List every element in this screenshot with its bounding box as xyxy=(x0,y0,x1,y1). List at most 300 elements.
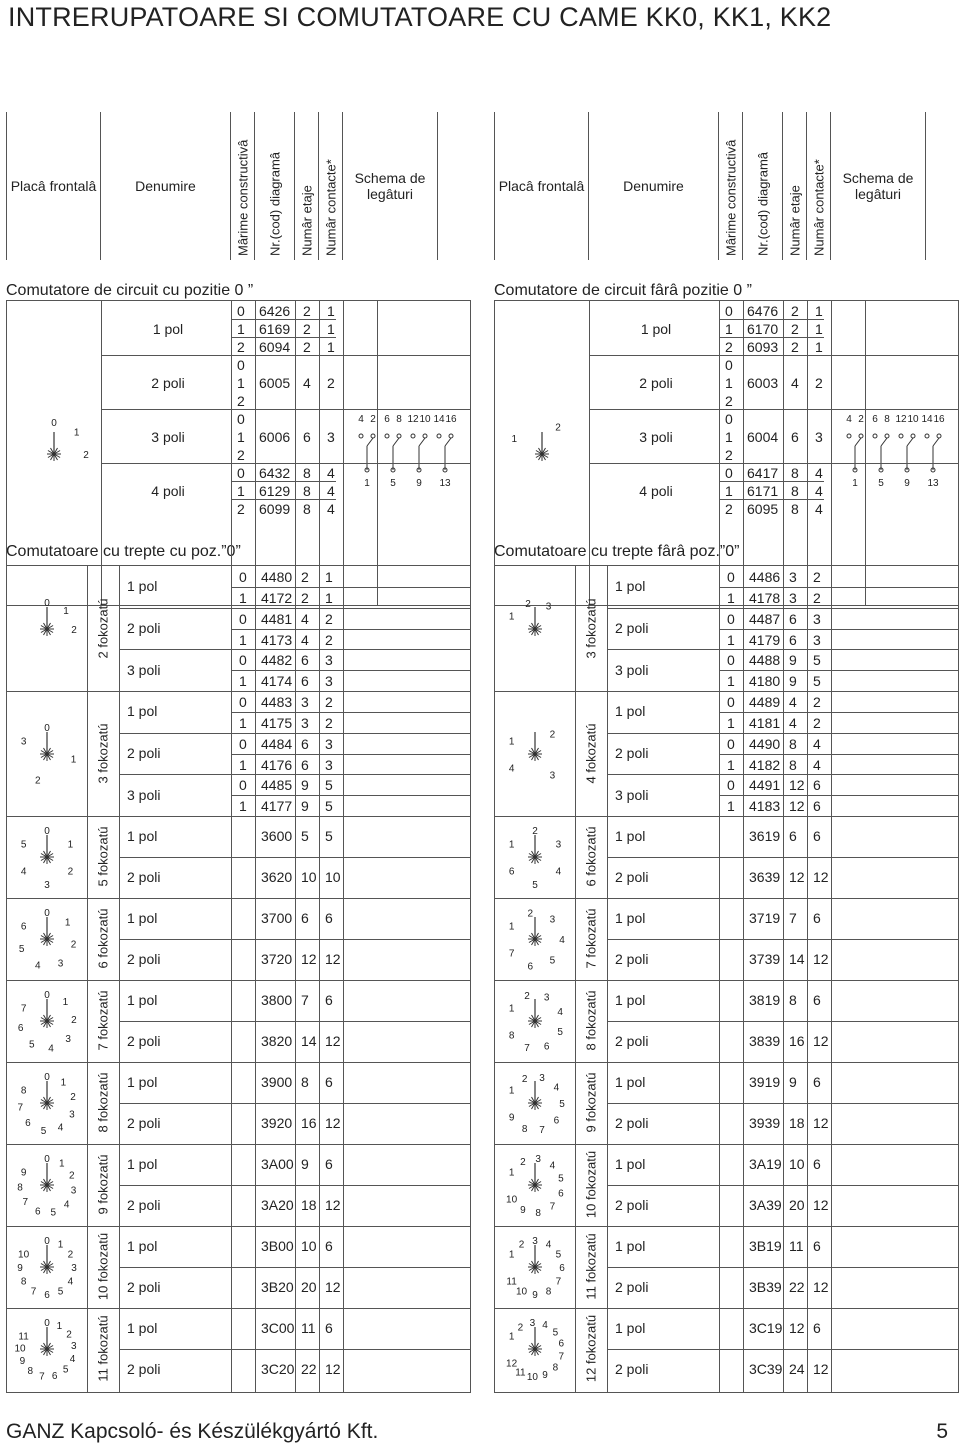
size-value: 1 xyxy=(237,321,245,337)
pole-name: 3 poli xyxy=(127,786,161,803)
page-number: 5 xyxy=(936,1420,948,1443)
dial-position-label: 6 xyxy=(559,1263,565,1274)
diagram-code: 6004 xyxy=(747,429,779,445)
dial-position-label: 2 xyxy=(70,1092,76,1104)
size-value: 0 xyxy=(237,465,245,481)
dial-position-label: 1 xyxy=(56,1321,63,1333)
dial-position-label: 2 xyxy=(67,1249,74,1261)
dial-position-label: 4 xyxy=(48,1043,54,1055)
diagram-code: 3620 xyxy=(261,869,293,885)
stages-count: 6 xyxy=(789,828,797,844)
stages-count: 6 xyxy=(301,673,309,690)
stages-count: 12 xyxy=(789,869,805,885)
dial-position-label: 5 xyxy=(559,1099,565,1110)
stages-count: 4 xyxy=(301,631,309,648)
schema-bottom-label: 1 xyxy=(364,478,370,489)
dial-position-label: 4 xyxy=(549,1160,556,1172)
contacts-count: 2 xyxy=(325,714,333,731)
stages-count: 22 xyxy=(789,1279,805,1295)
schema-bottom-label: 9 xyxy=(416,478,422,489)
group-divider xyxy=(101,463,470,464)
block-divider xyxy=(495,816,958,817)
diagram-code: 3639 xyxy=(749,869,781,885)
row-divider xyxy=(719,337,824,338)
diagram-code: 3900 xyxy=(261,1074,293,1090)
footer-company: GANZ Kapcsoló- és Készülékgyártó Kft. xyxy=(6,1420,379,1443)
diagram-code: 6476 xyxy=(747,303,779,319)
group-name: 2 poli xyxy=(151,375,185,391)
table-column-line xyxy=(719,301,720,605)
stages-count: 12 xyxy=(789,1320,805,1336)
block-divider xyxy=(495,1144,958,1145)
group-divider xyxy=(589,463,958,464)
dial-position-label: 2 xyxy=(527,908,534,920)
row-divider xyxy=(607,608,958,609)
dial-position-label: 2 xyxy=(67,866,74,878)
stages-count: 8 xyxy=(303,465,311,481)
row-divider xyxy=(607,857,958,858)
diagram-code: 3C20 xyxy=(261,1361,295,1377)
stages-count: 6 xyxy=(303,429,311,445)
diagram-code: 4483 xyxy=(261,694,293,710)
diagram-code: 4486 xyxy=(749,569,781,585)
contacts-count: 3 xyxy=(325,735,333,752)
diagram-code: 3719 xyxy=(749,910,781,926)
row-divider xyxy=(719,587,958,588)
contacts-count: 6 xyxy=(813,1238,821,1254)
contacts-count: 4 xyxy=(327,501,335,517)
dial-position-label: 10 xyxy=(515,1286,528,1298)
stages-count: 16 xyxy=(301,1115,317,1131)
contacts-count: 3 xyxy=(813,610,821,627)
pole-name: 1 pol xyxy=(127,1074,158,1090)
contact-arm xyxy=(445,438,451,446)
dial-diagram xyxy=(12,819,82,895)
diagram-code: 3600 xyxy=(261,828,293,844)
block-divider xyxy=(7,1226,470,1227)
row-divider xyxy=(119,774,470,775)
steps-label: 11 fokozatú xyxy=(95,1315,111,1382)
schema-bottom-label: 5 xyxy=(390,478,396,489)
pole-name: 1 pol xyxy=(615,1320,646,1336)
row-divider xyxy=(719,712,958,713)
size-value: 0 xyxy=(237,357,245,373)
dial-position-label: 5 xyxy=(552,1327,559,1339)
dial-diagram xyxy=(14,414,94,494)
stages-count: 8 xyxy=(789,756,797,773)
stages-count: 9 xyxy=(301,777,309,794)
stages-count: 4 xyxy=(789,714,797,731)
dial-position-label: 5 xyxy=(555,1249,562,1261)
contact-point xyxy=(437,434,441,438)
dial-position-label: 1 xyxy=(62,997,69,1009)
steps-label: 3 fokozatú xyxy=(95,723,111,783)
stages-count: 8 xyxy=(301,1074,309,1090)
dial-position-label: 9 xyxy=(19,1356,26,1368)
contact-point xyxy=(911,434,915,438)
size-value: 0 xyxy=(725,465,733,481)
stages-count: 18 xyxy=(789,1115,805,1131)
contacts-count: 5 xyxy=(813,673,821,690)
contacts-count: 4 xyxy=(813,756,821,773)
dial-position-label: 3 xyxy=(20,736,27,747)
pole-name: 3 poli xyxy=(615,786,649,803)
dial-position-label: 1 xyxy=(508,921,515,933)
contacts-count: 1 xyxy=(815,321,823,337)
table-column-line xyxy=(295,301,296,605)
row-divider xyxy=(231,337,336,338)
row-divider xyxy=(719,481,824,482)
row-divider xyxy=(719,670,958,671)
stages-count: 6 xyxy=(301,756,309,773)
stages-count: 14 xyxy=(301,1033,317,1049)
row-divider xyxy=(719,629,958,630)
stages-count: 9 xyxy=(301,798,309,815)
size-value: 1 xyxy=(239,631,247,648)
stages-count: 4 xyxy=(791,375,799,391)
contacts-count: 6 xyxy=(813,777,821,794)
stages-count: 2 xyxy=(303,303,311,319)
schema-bottom-label: 13 xyxy=(927,478,939,489)
dial-position-label: 6 xyxy=(558,1338,565,1350)
diagram-code: 6099 xyxy=(259,501,291,517)
size-value: 1 xyxy=(727,673,735,690)
contacts-count: 12 xyxy=(813,1033,829,1049)
row-divider xyxy=(719,499,824,500)
header-denumire: Denumire xyxy=(101,112,231,260)
stages-count: 2 xyxy=(301,569,309,585)
diagram-code: 3919 xyxy=(749,1074,781,1090)
header-placa: Placâ frontalâ xyxy=(7,112,101,260)
contacts-count: 3 xyxy=(325,673,333,690)
row-divider xyxy=(607,649,958,650)
stages-count: 6 xyxy=(301,735,309,752)
pole-name: 3 poli xyxy=(127,661,161,678)
diagram-code: 3939 xyxy=(749,1115,781,1131)
table-column-line xyxy=(231,301,232,605)
contacts-count: 3 xyxy=(815,429,823,445)
steps-label: 9 fokozatú xyxy=(583,1072,599,1133)
stages-count: 11 xyxy=(301,1320,316,1336)
block-divider xyxy=(7,1144,470,1145)
dial-position-label: 1 xyxy=(508,1167,515,1179)
steps-label: 7 fokozatú xyxy=(583,908,599,969)
dial-position-label: 4 xyxy=(67,1276,74,1288)
contacts-count: 12 xyxy=(325,951,341,967)
diagram-code: 3A19 xyxy=(749,1156,782,1172)
contacts-count: 3 xyxy=(325,652,333,669)
contacts-count: 2 xyxy=(815,375,823,391)
dial-position-label: 6 xyxy=(20,921,27,933)
steps-label: 6 fokozatú xyxy=(583,826,599,887)
table-column-line xyxy=(255,566,256,1392)
diagram-code: 4179 xyxy=(749,631,781,648)
contacts-count: 12 xyxy=(325,1115,341,1131)
contacts-count: 6 xyxy=(325,1320,333,1336)
dial-position-label: 6 xyxy=(25,1118,31,1130)
dial-position-label: 3 xyxy=(69,1109,75,1121)
diagram-code: 6006 xyxy=(259,429,291,445)
row-divider xyxy=(231,481,336,482)
dial-position-label: 0 xyxy=(44,1154,50,1165)
dial-position-label: 1 xyxy=(67,839,74,851)
section-title-left-top: Comutatore de circuit cu pozitie 0 ” xyxy=(6,282,254,299)
dial-position-label: 3 xyxy=(71,1263,77,1274)
dial-position-label: 5 xyxy=(20,839,27,851)
contact-point xyxy=(847,434,851,438)
size-value: 2 xyxy=(237,339,245,355)
size-value: 1 xyxy=(727,798,735,815)
header-table-left xyxy=(6,112,472,260)
stages-count: 3 xyxy=(789,569,797,585)
stages-count: 12 xyxy=(789,777,805,794)
pole-name: 1 pol xyxy=(615,828,646,844)
stages-count: 18 xyxy=(301,1197,317,1213)
table-column-line xyxy=(231,566,232,1392)
contact-arm xyxy=(881,438,887,446)
dial-diagram xyxy=(12,1065,82,1141)
pole-name: 1 pol xyxy=(615,910,646,926)
table-column-line xyxy=(831,566,832,1392)
contacts-count: 4 xyxy=(327,465,335,481)
block-divider xyxy=(495,1062,958,1063)
contacts-count: 12 xyxy=(325,1197,341,1213)
dial-position-label: 8 xyxy=(20,1085,27,1097)
header-schema: Schema de legâturi xyxy=(343,112,438,260)
diagram-code: 3739 xyxy=(749,951,781,967)
dial-position-label: 8 xyxy=(521,1123,528,1135)
dial-position-label: 10 xyxy=(506,1194,518,1206)
contact-arm xyxy=(419,438,425,446)
size-value: 2 xyxy=(237,501,245,517)
steps-label: 7 fokozatú xyxy=(95,990,111,1051)
contact-point xyxy=(423,434,427,438)
steps-label: 10 fokozatú xyxy=(583,1150,599,1219)
dial-position-label: 2 xyxy=(549,728,556,740)
table-frame xyxy=(6,565,471,1393)
dial-position-label: 2 xyxy=(518,1239,525,1251)
block-divider xyxy=(7,898,470,899)
diagram-code: 4174 xyxy=(261,673,293,690)
row-divider xyxy=(231,795,470,796)
stages-count: 9 xyxy=(789,652,797,669)
dial-position-label: 4 xyxy=(559,935,565,946)
dial-position-label: 4 xyxy=(69,1353,76,1365)
contacts-count: 10 xyxy=(325,869,341,885)
dial-position-label: 8 xyxy=(17,1182,23,1194)
pole-name: 2 poli xyxy=(127,1361,161,1377)
dial-position-label: 3 xyxy=(65,1033,71,1045)
stages-count: 12 xyxy=(301,951,317,967)
dial-position-label: 4 xyxy=(34,960,41,972)
contacts-count: 12 xyxy=(813,1115,829,1131)
contacts-count: 4 xyxy=(815,501,823,517)
contacts-count: 6 xyxy=(325,1156,333,1172)
contact-arm xyxy=(393,438,399,446)
contacts-count: 1 xyxy=(815,339,823,355)
dial-diagram xyxy=(12,1311,82,1387)
size-value: 0 xyxy=(727,777,735,794)
contacts-count: 6 xyxy=(325,1074,333,1090)
header-contacte: Numâr contacte* xyxy=(807,112,831,260)
size-value: 2 xyxy=(725,501,733,517)
schema-top-label: 6 xyxy=(872,414,878,425)
dial-diagram xyxy=(12,983,82,1059)
table-column-line xyxy=(807,566,808,1392)
contacts-count: 2 xyxy=(325,631,333,648)
pole-name: 2 poli xyxy=(615,745,649,762)
diagram-code: 3C39 xyxy=(749,1361,783,1377)
block-divider xyxy=(7,980,470,981)
dial-position-label: 8 xyxy=(508,1030,515,1042)
steps-label: 9 fokozatú xyxy=(95,1154,111,1215)
dial-diagram xyxy=(500,1311,570,1387)
size-value: 0 xyxy=(239,569,247,585)
stages-count: 6 xyxy=(791,429,799,445)
schema-top-label: 4 xyxy=(358,414,364,425)
pole-name: 2 poli xyxy=(615,1361,649,1377)
contacts-count: 1 xyxy=(815,303,823,319)
stages-count: 6 xyxy=(789,610,797,627)
dial-position-label: 1 xyxy=(508,1331,515,1343)
pole-name: 1 pol xyxy=(615,1238,646,1254)
dial-position-label: 3 xyxy=(545,601,552,613)
table-frame xyxy=(494,300,959,606)
stages-count: 3 xyxy=(301,714,309,731)
dial-position-label: 0 xyxy=(44,990,50,1001)
steps-label: 2 fokozatú xyxy=(95,598,111,658)
diagram-code: 3A39 xyxy=(749,1197,782,1213)
dial-position-label: 0 xyxy=(44,1318,50,1329)
diagram-code: 4183 xyxy=(749,798,781,815)
dial-position-label: 1 xyxy=(70,754,77,766)
contacts-count: 12 xyxy=(325,1361,341,1377)
dial-position-label: 5 xyxy=(62,1364,69,1376)
contacts-count: 1 xyxy=(327,321,335,337)
row-divider xyxy=(231,587,470,588)
block-divider xyxy=(495,1308,958,1309)
dial-diagram xyxy=(500,1065,570,1141)
contacts-count: 2 xyxy=(813,714,821,731)
dial-position-label: 7 xyxy=(39,1371,45,1383)
dial-position-label: 6 xyxy=(34,1206,41,1218)
dial-position-label: 7 xyxy=(558,1351,565,1363)
dial-position-label: 4 xyxy=(20,866,27,878)
stages-count: 7 xyxy=(789,910,797,926)
dial-diagram xyxy=(502,414,582,494)
steps-label: 6 fokozatú xyxy=(95,908,111,969)
diagram-code: 4178 xyxy=(749,589,781,606)
dial-position-label: 2 xyxy=(83,450,89,461)
header-table-right xyxy=(494,112,960,260)
dial-position-label: 6 xyxy=(558,1188,564,1200)
dial-position-label: 7 xyxy=(508,948,515,960)
dial-position-label: 0 xyxy=(44,722,50,734)
stages-count: 6 xyxy=(301,652,309,669)
stages-count: 16 xyxy=(789,1033,805,1049)
size-value: 1 xyxy=(239,673,247,690)
size-value: 1 xyxy=(725,483,733,499)
contact-arm xyxy=(367,438,373,446)
size-value: 1 xyxy=(239,714,247,731)
contacts-count: 12 xyxy=(813,869,829,885)
dial-position-label: 1 xyxy=(508,1003,515,1015)
size-value: 1 xyxy=(239,798,247,815)
dial-position-label: 0 xyxy=(44,1236,50,1247)
contacts-count: 12 xyxy=(813,1197,829,1213)
pole-name: 2 poli xyxy=(127,745,161,762)
header-etaje: Numâr etaje xyxy=(783,112,807,260)
dial-position-label: 2 xyxy=(70,939,77,951)
table-column-line xyxy=(743,566,744,1392)
diagram-code: 3C00 xyxy=(261,1320,295,1336)
stages-count: 3 xyxy=(789,589,797,606)
contacts-count: 6 xyxy=(813,1156,821,1172)
dial-position-label: 2 xyxy=(71,1014,77,1026)
size-value: 1 xyxy=(725,321,733,337)
stages-count: 2 xyxy=(791,339,799,355)
size-value: 0 xyxy=(727,694,735,710)
stages-count: 5 xyxy=(301,828,309,844)
contacts-count: 4 xyxy=(327,483,335,499)
diagram-code: 3619 xyxy=(749,828,781,844)
contacts-count: 5 xyxy=(813,652,821,669)
table-column-line xyxy=(743,301,744,605)
stages-count: 2 xyxy=(303,339,311,355)
schema-bottom-label: 13 xyxy=(439,478,451,489)
diagram-code: 6094 xyxy=(259,339,291,355)
dial-position-label: 3 xyxy=(57,958,64,970)
contacts-count: 12 xyxy=(325,1033,341,1049)
dial-diagram xyxy=(12,589,82,669)
dial-position-label: 8 xyxy=(545,1286,552,1298)
schema-top-label: 12 xyxy=(895,414,907,425)
pole-name: 2 poli xyxy=(127,1033,161,1049)
header-placa: Placâ frontalâ xyxy=(495,112,589,260)
contacts-count: 6 xyxy=(813,1320,821,1336)
dial-position-label: 7 xyxy=(22,1197,29,1209)
stages-count: 24 xyxy=(789,1361,805,1377)
pole-name: 1 pol xyxy=(127,578,158,595)
stages-count: 10 xyxy=(301,869,317,885)
stages-count: 8 xyxy=(791,465,799,481)
dial-position-label: 2 xyxy=(521,1074,528,1086)
diagram-code: 4180 xyxy=(749,673,781,690)
contacts-count: 5 xyxy=(325,798,333,815)
row-divider xyxy=(607,1349,958,1350)
diagram-code: 3920 xyxy=(261,1115,293,1131)
block-divider xyxy=(7,1062,470,1063)
schema-top-label: 16 xyxy=(445,414,457,425)
stages-count: 8 xyxy=(303,501,311,517)
contacts-count: 6 xyxy=(325,910,333,926)
table-column-line xyxy=(783,566,784,1392)
stages-count: 8 xyxy=(791,501,799,517)
row-divider xyxy=(119,1021,470,1022)
dial-position-label: 5 xyxy=(57,1286,64,1298)
schema-top-label: 14 xyxy=(921,414,933,425)
table-column-line xyxy=(87,566,88,1392)
group-divider xyxy=(101,409,470,410)
dial-position-label: 4 xyxy=(555,866,562,878)
dial-position-label: 4 xyxy=(545,1239,552,1251)
dial-diagram xyxy=(500,819,570,895)
steps-label: 5 fokozatú xyxy=(95,826,111,887)
stages-count: 10 xyxy=(789,1156,805,1172)
table-column-line xyxy=(101,301,102,605)
stages-count: 8 xyxy=(791,483,799,499)
size-value: 1 xyxy=(237,429,245,445)
